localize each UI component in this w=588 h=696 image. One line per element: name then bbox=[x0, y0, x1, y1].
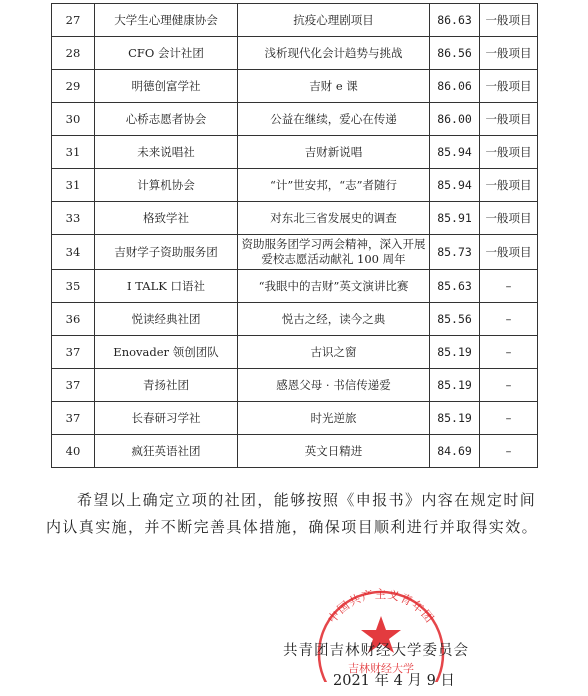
cell-level: 一般项目 bbox=[480, 136, 538, 169]
cell-level: – bbox=[480, 303, 538, 336]
table-row bbox=[52, 70, 538, 103]
cell-rank: 37 bbox=[52, 336, 95, 369]
cell-project-name: 悦古之经，读今之典 bbox=[238, 303, 430, 336]
cell-rank: 27 bbox=[52, 4, 95, 37]
cell-club-name: 心桥志愿者协会 bbox=[95, 103, 238, 136]
cell-score: 86.00 bbox=[430, 103, 480, 136]
cell-level: – bbox=[480, 369, 538, 402]
cell-level: 一般项目 bbox=[480, 202, 538, 235]
cell-score: 85.56 bbox=[430, 303, 480, 336]
project-ranking-table bbox=[51, 3, 538, 468]
cell-project-name: 公益在继续，爱心在传递 bbox=[238, 103, 430, 136]
table-row bbox=[52, 103, 538, 136]
cell-project-name: 古识之窗 bbox=[238, 336, 430, 369]
cell-project-name: 吉财 e 课 bbox=[238, 70, 430, 103]
cell-score: 86.63 bbox=[430, 4, 480, 37]
cell-rank: 35 bbox=[52, 270, 95, 303]
cell-rank: 34 bbox=[52, 235, 95, 270]
cell-rank: 36 bbox=[52, 303, 95, 336]
signature-org: 共青团吉林财经大学委员会 bbox=[283, 643, 469, 659]
cell-rank: 30 bbox=[52, 103, 95, 136]
cell-project-name: “计”世安邦，“志”者随行 bbox=[238, 169, 430, 202]
official-seal bbox=[308, 570, 454, 682]
cell-rank: 31 bbox=[52, 136, 95, 169]
cell-score: 85.19 bbox=[430, 336, 480, 369]
cell-score: 86.06 bbox=[430, 70, 480, 103]
cell-project-name: 时光逆旅 bbox=[238, 402, 430, 435]
table-row bbox=[52, 202, 538, 235]
table-row bbox=[52, 37, 538, 70]
cell-club-name: 疯狂英语社团 bbox=[95, 435, 238, 468]
cell-club-name: 长春研习学社 bbox=[95, 402, 238, 435]
table-row bbox=[52, 136, 538, 169]
cell-score: 85.94 bbox=[430, 136, 480, 169]
cell-project-name: 英文日精进 bbox=[238, 435, 430, 468]
cell-club-name: 未来说唱社 bbox=[95, 136, 238, 169]
table-row bbox=[52, 303, 538, 336]
seal-outer-text: 中国共产主义青年团 bbox=[324, 587, 438, 626]
cell-level: 一般项目 bbox=[480, 103, 538, 136]
cell-rank: 29 bbox=[52, 70, 95, 103]
table-body bbox=[52, 4, 538, 468]
cell-level: – bbox=[480, 336, 538, 369]
cell-project-name: 吉财新说唱 bbox=[238, 136, 430, 169]
cell-rank: 28 bbox=[52, 37, 95, 70]
cell-score: 85.63 bbox=[430, 270, 480, 303]
cell-project-name: 抗疫心理剧项目 bbox=[238, 4, 430, 37]
table-row bbox=[52, 369, 538, 402]
cell-level: 一般项目 bbox=[480, 169, 538, 202]
table-row bbox=[52, 4, 538, 37]
cell-level: – bbox=[480, 402, 538, 435]
cell-level: – bbox=[480, 435, 538, 468]
cell-rank: 40 bbox=[52, 435, 95, 468]
cell-score: 85.19 bbox=[430, 369, 480, 402]
seal-inner-text: 吉林财经大学 bbox=[348, 662, 414, 675]
cell-project-name: 浅析现代化会计趋势与挑战 bbox=[238, 37, 430, 70]
cell-score: 85.19 bbox=[430, 402, 480, 435]
table-row bbox=[52, 169, 538, 202]
cell-rank: 33 bbox=[52, 202, 95, 235]
cell-club-name: Enovader 领创团队 bbox=[95, 336, 238, 369]
table-row bbox=[52, 435, 538, 468]
cell-club-name: 吉财学子资助服务团 bbox=[95, 235, 238, 270]
table-row bbox=[52, 336, 538, 369]
cell-club-name: CFO 会计社团 bbox=[95, 37, 238, 70]
table-row bbox=[52, 235, 538, 270]
table-row bbox=[52, 270, 538, 303]
cell-club-name: I TALK 口语社 bbox=[95, 270, 238, 303]
cell-project-name: 感恩父母 · 书信传递爱 bbox=[238, 369, 430, 402]
cell-project-name: “我眼中的吉财”英文演讲比赛 bbox=[238, 270, 430, 303]
cell-level: 一般项目 bbox=[480, 70, 538, 103]
cell-club-name: 大学生心理健康协会 bbox=[95, 4, 238, 37]
cell-level: 一般项目 bbox=[480, 37, 538, 70]
cell-club-name: 明德创富学社 bbox=[95, 70, 238, 103]
cell-project-name: 对东北三省发展史的调查 bbox=[238, 202, 430, 235]
closing-paragraph: 希望以上确定立项的社团，能够按照《申报书》内容在规定时间内认真实施，并不断完善具体措施，确保项目顺利进行并取得实效。 bbox=[46, 491, 539, 536]
cell-score: 84.69 bbox=[430, 435, 480, 468]
cell-level: – bbox=[480, 270, 538, 303]
cell-club-name: 青扬社团 bbox=[95, 369, 238, 402]
cell-score: 85.91 bbox=[430, 202, 480, 235]
cell-rank: 31 bbox=[52, 169, 95, 202]
cell-level: 一般项目 bbox=[480, 235, 538, 270]
cell-club-name: 悦读经典社团 bbox=[95, 303, 238, 336]
table-row bbox=[52, 402, 538, 435]
cell-level: 一般项目 bbox=[480, 4, 538, 37]
cell-project-name: 资助服务团学习两会精神，深入开展爱校志愿活动献礼 100 周年 bbox=[238, 235, 430, 270]
cell-rank: 37 bbox=[52, 369, 95, 402]
signature-date: 2021 年 4 月 9 日 bbox=[333, 673, 455, 689]
cell-score: 85.94 bbox=[430, 169, 480, 202]
cell-score: 85.73 bbox=[430, 235, 480, 270]
cell-club-name: 格致学社 bbox=[95, 202, 238, 235]
cell-club-name: 计算机协会 bbox=[95, 169, 238, 202]
cell-rank: 37 bbox=[52, 402, 95, 435]
cell-score: 86.56 bbox=[430, 37, 480, 70]
